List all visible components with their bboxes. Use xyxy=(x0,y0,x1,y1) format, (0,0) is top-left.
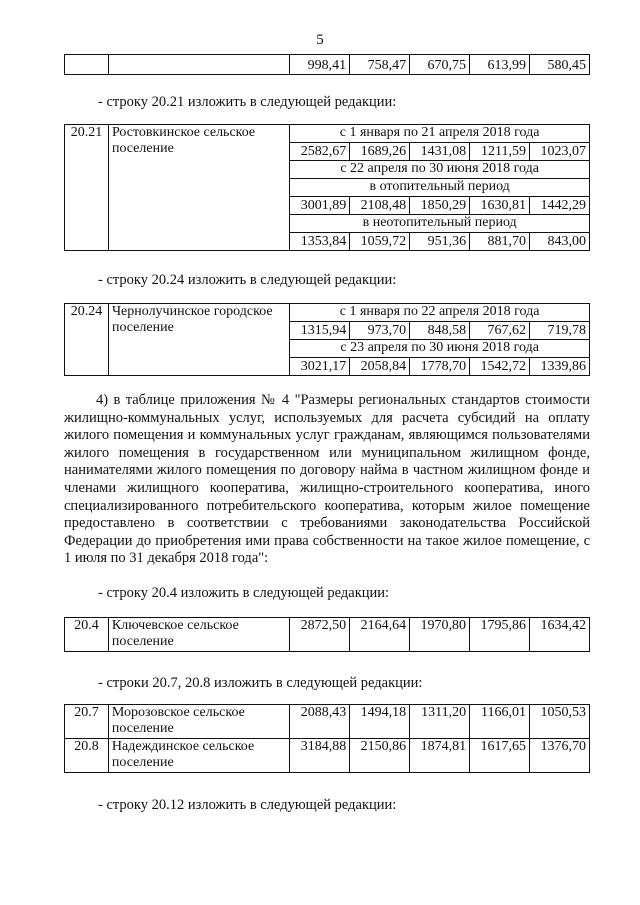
row-name: Надеждинское сельское поселение xyxy=(108,739,289,773)
value-cell: 1689,26 xyxy=(350,143,410,161)
value-cell: 767,62 xyxy=(470,322,530,340)
value-cell: 881,70 xyxy=(470,233,530,251)
row-name: Чернолучинское городское поселение xyxy=(108,304,289,376)
value-cell: 580,45 xyxy=(529,55,589,75)
value-cell: 1442,29 xyxy=(530,197,590,215)
period-header: с 1 января по 21 апреля 2018 года xyxy=(290,125,590,143)
value-cell: 2108,48 xyxy=(350,197,410,215)
value-cell: 1211,59 xyxy=(470,143,530,161)
value-cell: 998,41 xyxy=(290,55,350,75)
table-row xyxy=(65,739,590,773)
table-row-20-21 xyxy=(64,124,590,251)
table-rows-20-7-20-8 xyxy=(64,704,590,773)
table-row xyxy=(65,705,590,739)
value-cell: 1166,01 xyxy=(470,705,530,739)
row-code: 20.8 xyxy=(65,739,109,773)
row-code: 20.4 xyxy=(65,618,109,652)
value-cell: 1376,70 xyxy=(530,739,590,773)
value-cell: 670,75 xyxy=(410,55,470,75)
value-cell: 1059,72 xyxy=(350,233,410,251)
page-number: 5 xyxy=(316,32,324,48)
value-cell: 848,58 xyxy=(410,322,470,340)
value-cell: 1970,80 xyxy=(410,618,470,652)
instruction-line: - строку 20.4 изложить в следующей редакции: xyxy=(98,585,390,601)
value-cell: 1023,07 xyxy=(530,143,590,161)
value-cell: 1630,81 xyxy=(470,197,530,215)
instruction-line: - строку 20.21 изложить в следующей редакции: xyxy=(98,94,397,110)
value-cell: 2058,84 xyxy=(350,358,410,376)
value-cell: 2150,86 xyxy=(350,739,410,773)
value-cell: 1795,86 xyxy=(470,618,530,652)
table-row xyxy=(65,618,590,652)
value-cell: 1050,53 xyxy=(530,705,590,739)
value-cell: 758,47 xyxy=(350,55,410,75)
value-cell: 1617,65 xyxy=(470,739,530,773)
row-code: 20.7 xyxy=(65,705,109,739)
row-code: 20.24 xyxy=(65,304,109,376)
instruction-line: - строку 20.12 изложить в следующей редакции: xyxy=(98,797,397,813)
value-cell: 1353,84 xyxy=(290,233,350,251)
subperiod-header: в неотопительный период xyxy=(290,215,590,233)
value-cell: 973,70 xyxy=(350,322,410,340)
value-cell: 2582,67 xyxy=(290,143,350,161)
value-cell: 951,36 xyxy=(410,233,470,251)
value-cell: 1431,08 xyxy=(410,143,470,161)
value-cell: 2872,50 xyxy=(290,618,350,652)
value-cell: 1311,20 xyxy=(410,705,470,739)
value-cell: 3001,89 xyxy=(290,197,350,215)
amendment-paragraph: 4) в таблице приложения № 4 "Размеры региональных стандартов стоимости жилищно-коммунальных услуг, используемых для расчета субсидий на оплату жилого помещения и коммунальных услуг гражданам, являющимся пользователями жилого помещения в государственном или муниципальном жилищном фонде, нанимателями жилого помещения по договору найма в частном жилищном фонде и членами жилищного кооператива, жилищно-строительного кооператива, иного специализированного потребительского кооператива, которым жилое помещение предоставлено в соответствии с требованиями законодательства Российской Федерации до приобретения ими права собственности на такое жилое помещение, с 1 июля по 31 декабря 2018 года": xyxy=(64,392,590,567)
instruction-line: - строку 20.24 изложить в следующей редакции: xyxy=(98,272,397,288)
row-code xyxy=(65,55,109,75)
value-cell: 613,99 xyxy=(470,55,530,75)
row-name: Морозовское сельское поселение xyxy=(108,705,289,739)
value-cell: 1874,81 xyxy=(410,739,470,773)
value-cell: 2164,64 xyxy=(350,618,410,652)
row-name: Ростовкинское сельское поселение xyxy=(108,125,289,251)
table-row-20-4 xyxy=(64,617,590,652)
value-cell: 2088,43 xyxy=(290,705,350,739)
value-cell: 1315,94 xyxy=(290,322,350,340)
continuation-table xyxy=(64,54,590,75)
row-name: Ключевское сельское поселение xyxy=(108,618,289,652)
row-code: 20.21 xyxy=(65,125,109,251)
row-name xyxy=(108,55,289,75)
period-header: с 22 апреля по 30 июня 2018 года xyxy=(290,161,590,179)
value-cell: 3184,88 xyxy=(290,739,350,773)
value-cell: 1850,29 xyxy=(410,197,470,215)
value-cell: 3021,17 xyxy=(290,358,350,376)
value-cell: 843,00 xyxy=(530,233,590,251)
table-row-20-24 xyxy=(64,303,590,376)
value-cell: 1778,70 xyxy=(410,358,470,376)
period-header: с 1 января по 22 апреля 2018 года xyxy=(290,304,590,322)
value-cell: 1339,86 xyxy=(529,358,589,376)
subperiod-header: в отопительный период xyxy=(290,179,590,197)
value-cell: 719,78 xyxy=(529,322,589,340)
value-cell: 1542,72 xyxy=(470,358,530,376)
table-row xyxy=(65,55,590,75)
instruction-line: - строки 20.7, 20.8 изложить в следующей редакции: xyxy=(98,675,423,691)
period-header: с 23 апреля по 30 июня 2018 года xyxy=(290,340,590,358)
value-cell: 1634,42 xyxy=(529,618,589,652)
value-cell: 1494,18 xyxy=(350,705,410,739)
